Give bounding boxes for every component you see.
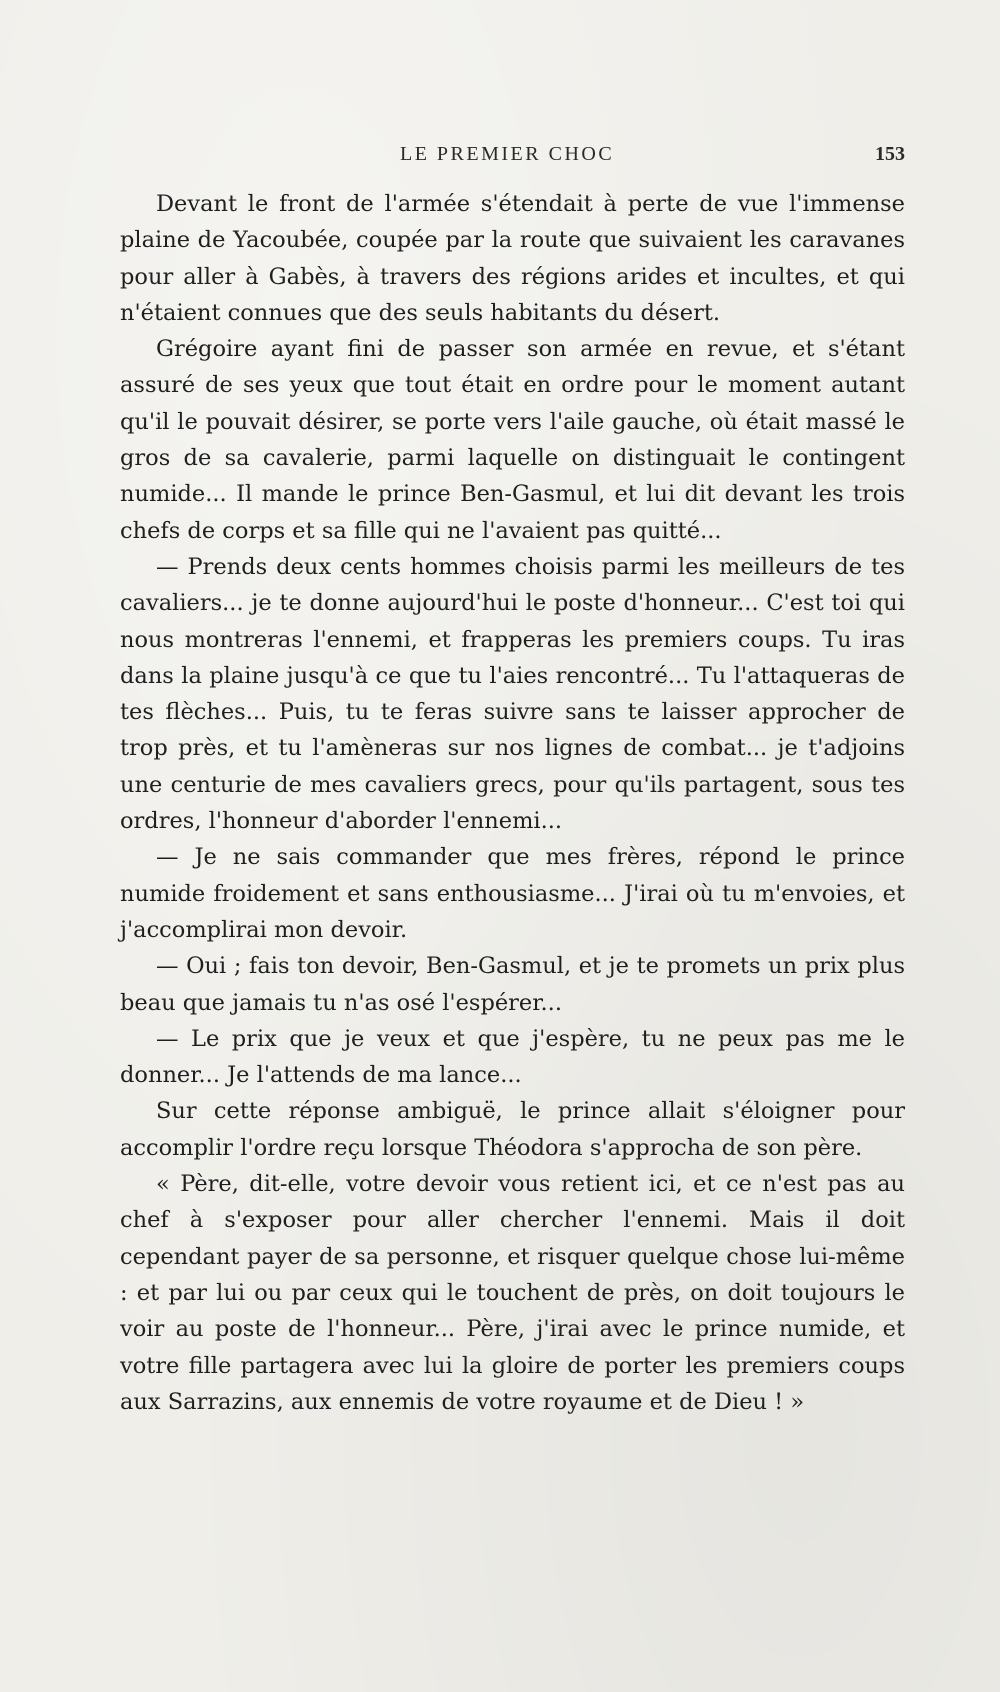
dialogue-paragraph: — Prends deux cents hommes choisis parmi les meilleurs de tes cavaliers... je te donne aujourd'hui le poste d'honneur... C'est toi qui nous montreras l'ennemi, et frapperas les premiers coups. Tu iras dans la plaine jusqu'à ce que tu l'aies rencontré... Tu l'attaqueras de tes flèches... Puis, tu te feras suivre sans te laisser approcher de trop près, et tu l'amèneras sur nos lignes de combat... je t'adjoins une centurie de mes cavaliers grecs, pour qu'ils partagent, sous tes ordres, l'honneur d'aborder l'ennemi... — [120, 553, 905, 835]
paragraph: Grégoire ayant fini de passer son armée en revue, et s'étant assuré de ses yeux que tout était en ordre pour le moment autant qu'il le pouvait désirer, se porte vers l'aile gauche, où était massé le gros de sa cavalerie, parmi laquelle on distinguait le contingent numide... Il mande le prince Ben-Gasmul, et lui dit devant les trois chefs de corps et sa fille qui ne l'avaient pas quitté... — [120, 336, 905, 544]
paragraph: Devant le front de l'armée s'étendait à perte de vue l'immense plaine de Yacoubée, coupée par la route que suivaient les caravanes pour aller à Gabès, à travers des régions arides et incultes, et qui n'étaient connues que des seuls habitants du désert. — [120, 191, 905, 326]
paragraph: Sur cette réponse ambiguë, le prince allait s'éloigner pour accomplir l'ordre reçu lorsque Théodora s'approcha de son père. — [120, 1098, 905, 1161]
dialogue-paragraph: — Je ne sais commander que mes frères, répond le prince numide froidement et sans enthousiasme... J'irai où tu m'envoies, et j'accomplirai mon devoir. — [120, 844, 905, 943]
body-text — [120, 186, 905, 1420]
dialogue-paragraph: — Le prix que je veux et que j'espère, tu ne peux pas me le donner... Je l'attends de ma lance... — [120, 1025, 905, 1089]
running-head — [120, 143, 905, 173]
running-title: LE PREMIER CHOC — [400, 143, 615, 165]
quoted-paragraph: « Père, dit-elle, votre devoir vous retient ici, et ce n'est pas au chef à s'exposer pour aller chercher l'ennemi. Mais il doit cependant payer de sa personne, et risquer quelque chose lui-même : et par lui ou par ceux qui le touchent de près, on doit toujours le voir au poste de l'honneur... Père, j'irai avec le prince numide, et votre fille partagera avec lui la gloire de porter les premiers coups aux Sarrazins, aux ennemis de votre royaume et de Dieu ! » — [120, 1171, 905, 1415]
page-number: 153 — [875, 143, 905, 165]
dialogue-paragraph: — Oui ; fais ton devoir, Ben-Gasmul, et je te promets un prix plus beau que jamais tu n'as osé l'espérer... — [120, 953, 905, 1016]
